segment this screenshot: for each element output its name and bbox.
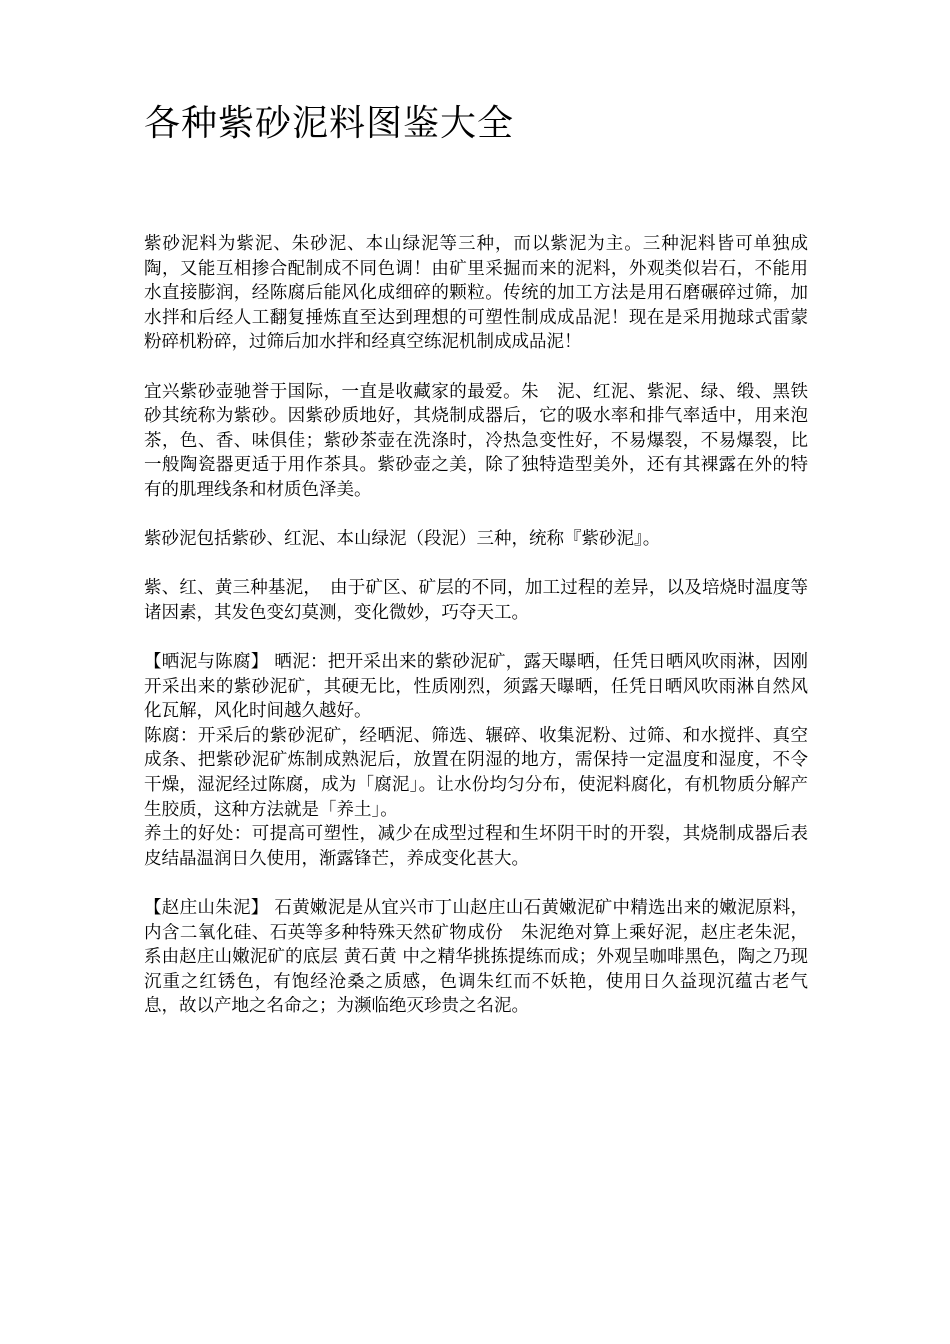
paragraph-gap xyxy=(144,871,808,896)
paragraph-zhaozhuang: 【赵庄山朱泥】 石黄嫩泥是从宜兴市丁山赵庄山石黄嫩泥矿中精选出来的嫩泥原料，内含二氧化硅、石英等多种特殊天然矿物成份 朱泥绝对算上乘好泥，赵庄老朱泥，系由赵庄山嫩泥矿的底层 黄石黄 中之精华挑拣提练而成；外观呈咖啡黑色，陶之乃现沉重之红锈色，有饱经沧桑之质感，色调朱红而不妖艳，使用日久益现沉蕴古老气息，故以产地之名命之；为濒临绝灭珍贵之名泥。 xyxy=(144,898,808,1017)
paragraph-aging: 陈腐：开采后的紫砂泥矿，经晒泥、筛选、辗碎、收集泥粉、过筛、和水搅拌、真空成条、把紫砂泥矿炼制成熟泥后，放置在阴湿的地方，需保持一定温度和湿度，不令干燥，湿泥经过陈腐，成为「腐泥」。让水份均匀分布，使泥料腐化，有机物质分解产生胶质，这种方法就是「养土」。 xyxy=(144,725,808,820)
paragraph-gap xyxy=(144,552,808,577)
paragraph-intro: 紫砂泥料为紫泥、朱砂泥、本山绿泥等三种，而以紫泥为主。三种泥料皆可单独成陶，又能互相掺合配制成不同色调！由矿里采掘而来的泥料，外观类似岩石，不能用水直接膨润，经陈腐后能风化成细碎的颗粒。传统的加工方法是用石磨碾碎过筛，加水拌和后经人工翻复捶炼直至达到理想的可塑性制成成品泥！现在是采用抛球式雷蒙粉碎机粉碎，过筛后加水拌和经真空练泥机制成成品泥！ xyxy=(144,234,808,353)
paragraph-types: 紫砂泥包括紫砂、红泥、本山绿泥（段泥）三种，统称『紫砂泥』。 xyxy=(144,529,661,550)
document-body xyxy=(144,232,808,1019)
paragraph-gap xyxy=(144,355,808,380)
paragraph-gap xyxy=(144,503,808,528)
paragraph-base-clays: 紫、红、黄三种基泥， 由于矿区、矿层的不同，加工过程的差异，以及培烧时温度等诸因素，其发色变幻莫测，变化微妙，巧夺天工。 xyxy=(144,578,808,623)
paragraph-gap xyxy=(144,626,808,651)
paragraph-drying: 【晒泥与陈腐】 晒泥：把开采出来的紫砂泥矿，露天曝晒，任凭日晒风吹雨淋，因刚开采出来的紫砂泥矿，其硬无比，性质刚烈，须露天曝晒，任凭日晒风吹雨淋自然风化瓦解，风化时间越久越好。 xyxy=(144,652,808,722)
document-title: 各种紫砂泥料图鉴大全 xyxy=(144,103,515,144)
paragraph-benefits: 养土的好处：可提高可塑性，减少在成型过程和生坏阴干时的开裂，其烧制成器后表皮结晶温润日久使用，渐露锋芒，养成变化甚大。 xyxy=(144,824,808,869)
paragraph-yixing: 宜兴紫砂壶驰誉于国际，一直是收藏家的最爱。朱 泥、红泥、紫泥、绿、缎、黑铁砂其统称为紫砂。因紫砂质地好，其烧制成器后，它的吸水率和排气率适中，用来泡茶，色、香、味俱佳；紫砂茶壶在洗涤时，冷热急变性好，不易爆裂，不易爆裂，比一般陶瓷器更适于用作茶具。紫砂壶之美，除了独特造型美外，还有其裸露在外的特有的肌理线条和材质色泽美。 xyxy=(144,381,808,500)
